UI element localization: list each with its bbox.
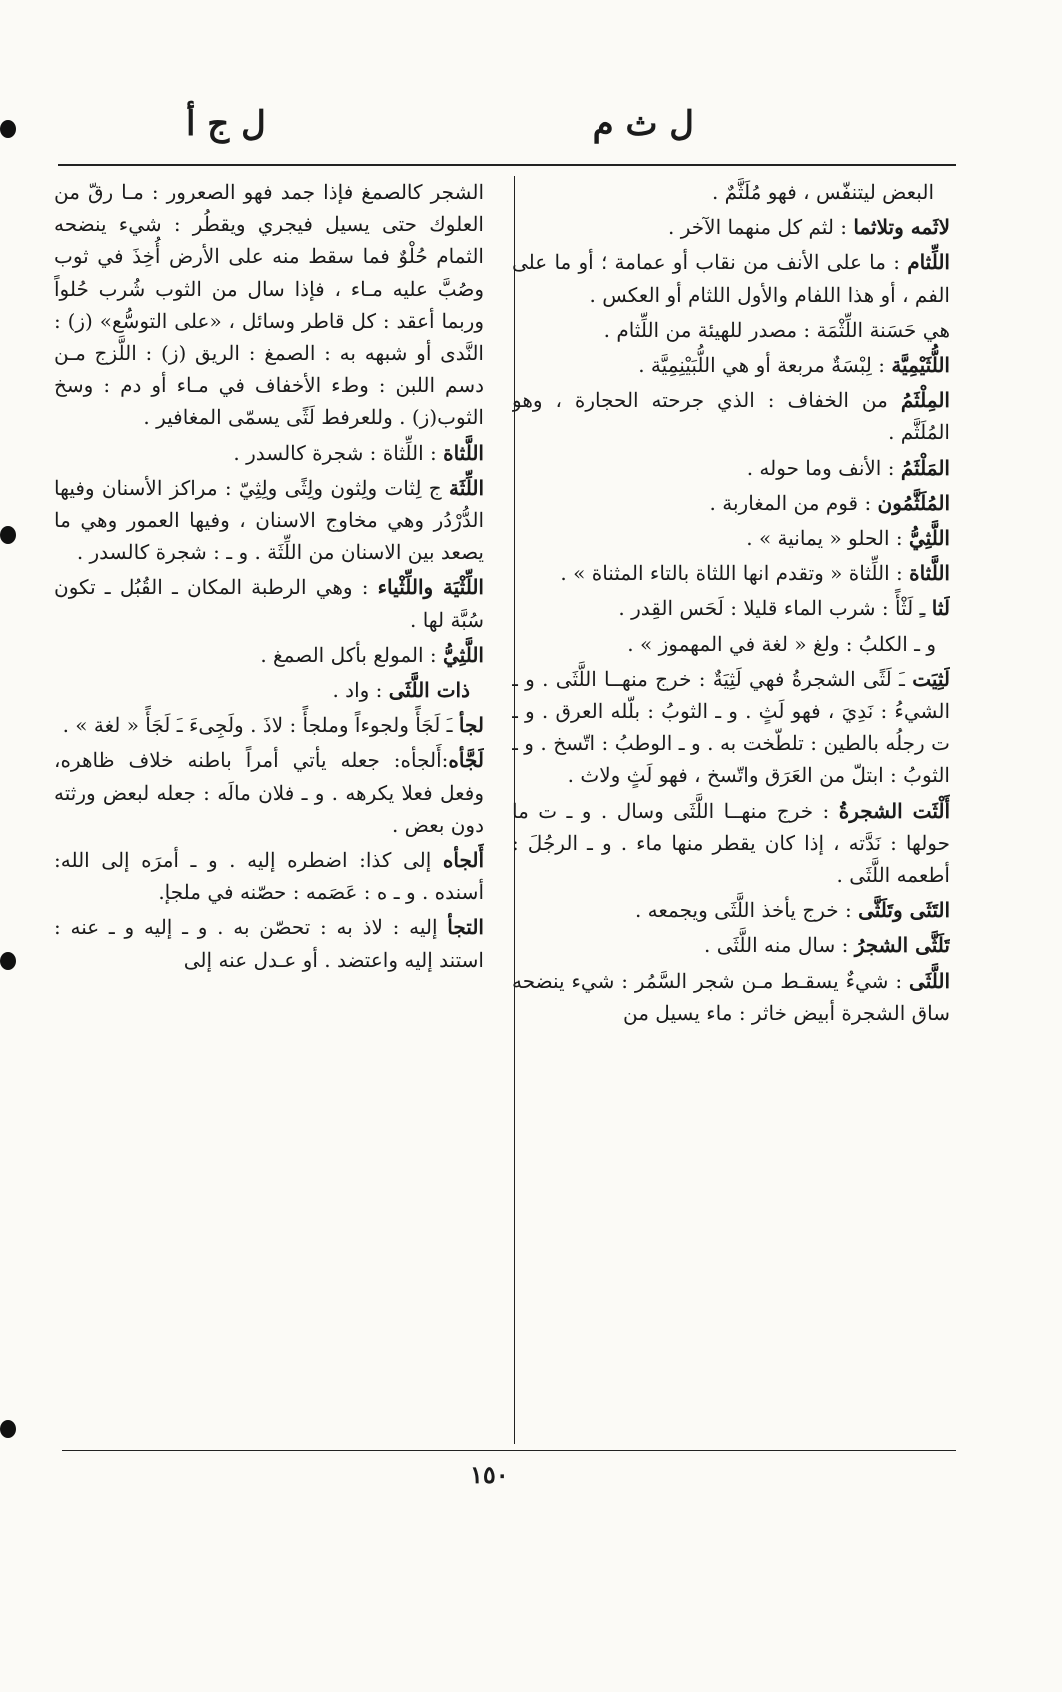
entry-text: : لِبْسَةٌ مربعة أو هي اللُّبَيْنِمِيَّة . [638,353,885,378]
entry-headword: التجأ [447,915,484,940]
dictionary-entry [54,437,484,469]
entry-headword: اللِّثام [907,250,950,275]
entry-text: إليه : لاذ به : تحصّن به . و ـ إليه و ـ عنه : استند إليه واعتضد . أو عـدل عنه إلى [54,915,484,972]
entry-text: : الأنف وما حوله . [746,455,895,480]
entry-text: : واد . [332,678,383,703]
binding-mark [0,952,16,970]
dictionary-entry [512,965,950,1029]
dictionary-entry [54,674,484,706]
dictionary-entry [512,487,950,519]
header-title-right: ل ث م [592,104,694,144]
entry-headword: اللَّثِيُّ [909,526,950,551]
binding-mark [0,526,16,544]
dictionary-entry [54,472,484,569]
entry-text: البعض ليتنفّس ، فهو مُلَثَّمٌ . [711,180,934,204]
dictionary-entry [54,639,484,671]
entry-text: : اللِّثاة : شجرة كالسدر . [233,440,437,465]
entry-text: ـِ لَثْأً : شرب الماء قليلا : لَحَس القِدر . [618,596,926,621]
entry-headword: أَلْثَت الشجرةُ [838,798,950,823]
top-rule [58,164,956,166]
dictionary-entry [54,744,484,841]
entry-headword: لجأ [458,713,484,738]
page-number: ١٥٠ [470,1460,509,1489]
header-title-left: ل ج أ [186,104,266,144]
dictionary-entry [512,246,950,310]
dictionary-entry [512,795,950,892]
entry-text: ج لِثات ولِثون ولِثًى ولِثِيّ : مراكز الأسنان وفيها الدُّرْدُر وهي مخاوج الاسنان ، وفيها العمور وهي ما يصعد بين الاسنان من اللِّثَة . و ـ : شجرة كالسدر . [54,475,484,565]
dictionary-entry [512,894,950,926]
entry-text: : الحلو « يمانية » . [746,526,903,551]
entry-headword: لَثِيَت [912,666,950,691]
dictionary-entry [512,929,950,961]
entry-text: ـَ لَثًى الشجرةُ فهي لَثِيَةٌ : خرج منهــا اللَّثَى . و ـ الشيءُ : نَدِيَ ، فهو لَثٍ . و ـ الثوبُ : بلّله العرق . و ـ ت رجلُه بالطين : تلطّخت به . و ـ الوطبُ : اتّسخ . و ـ الثوبُ : ابتلّ من العَرَق واتّسخ ، فهو لَثٍ ولاث . [512,666,950,788]
entry-text: : لثم كل منهما الآخر . [668,215,848,240]
dictionary-entry [54,911,484,975]
entry-headword: التَثَى وتَلَثَّى [858,898,950,923]
dictionary-entry [512,384,950,448]
entry-headword: اللَّثاة [909,561,950,586]
entry-headword: المِلْثَمُ [900,388,950,413]
entry-text: من الخفاف : الذي جرحته الحجارة ، وهو المُلَثَّم . [512,388,950,445]
bottom-rule [62,1450,956,1451]
entry-text: الشجر كالصمغ فإذا جمد فهو الصعرور : مـا رقّ من العلوك حتى يسيل فيجري ويقطُر : شيء ينضحه الثمام حُلْوٌ فما سقط منه على الأرض أُخِذَ في ثوب وصُبَّ عليه مـاء ، فإذا سال من الثوب شُرب حُلواً وربما أعقد : كل قاطر وسائل ، «على التوسُّع» (ز) : النَّدى أو شبهه به : الصمغ : الريق (ز) : اللَّزج مـن دسم اللبن : وطء الأخفاف في مـاء أو دم : وسخ الثوب(ز) . وللعرفط لَثًى يسمّى المغافير . [54,180,484,430]
dictionary-entry [512,452,950,484]
entry-headword: اللِّثْيَة واللِّثْياء [377,575,484,600]
entry-text: ـَ لَجَأً ولجوءاً وملجأً : لاذَ . ولَجِىءَ ـَ لَجَأً « لغة » . [62,713,453,738]
entry-headword: لَجَّأه [448,748,484,773]
left-column [54,176,484,1444]
dictionary-entry [512,314,950,346]
entry-text: هي حَسَنة اللِّثْمَة : مصدر للهيئة من اللِّثام . [603,317,950,342]
entry-text: : المولع بأكل الصمغ . [260,642,437,667]
entry-headword: لَثا [931,596,950,621]
binding-mark [0,1420,16,1438]
entry-text: : اللِّثاة « وتقدم انها اللثاة بالتاء المثناة » . [560,561,903,586]
entry-headword: اللَّثِيُّ [443,642,484,667]
dictionary-entry [54,571,484,635]
entry-headword: أَلجأه [442,848,484,873]
dictionary-entry [512,176,950,208]
dictionary-entry [512,522,950,554]
entry-headword: لاثَمه وتلاثما [853,215,950,240]
entry-headword: تَلَثَّى الشجرُ [854,933,950,958]
entry-text: : ما على الأنف من نقاب أو عمامة ؛ أو ما على الفم ، أو هذا اللفام والأول اللثام أو العكس . [512,250,950,307]
dictionary-entry [512,349,950,381]
dictionary-entry [54,176,484,434]
entry-headword: المَلْثَمُ [900,455,950,480]
entry-headword: اللِّثَة [448,475,484,500]
entry-text: و ـ الكلبُ : ولغ « لغة في المهموز » . [627,631,936,656]
entry-text: : سال منه اللَّثَى . [703,933,849,958]
entry-text: : شيءٌ يسقـط مـن شجر السَّمُر : شيء ينضحه ساق الشجرة أبيض خاثر : ماء يسيل من [512,968,950,1025]
entry-headword: اللَّثَى [909,968,950,993]
right-column [512,176,950,1444]
entry-text: : وهي الرطبة المكان ـ القُبُل ـ تكون سُبَّة لها . [54,575,484,632]
dictionary-entry [512,211,950,243]
entry-headword: اللُّثَيْمِيَّة [891,353,950,378]
entry-text: :أَلجأه: جعله يأتي أمراً باطنه خلاف ظاهره، وفعل فعلا يكرهه . و ـ فلان مالَه : جعله لبعض ورثته دون بعض . [54,748,484,837]
entry-headword: اللَّثاة [443,440,484,465]
binding-mark [0,120,16,138]
dictionary-entry [54,844,484,908]
entry-text: : خرج يأخذ اللَّثَى ويجمعه . [634,898,852,923]
entry-headword: المُلَثَّمُون [877,490,950,515]
dictionary-entry [512,663,950,792]
entry-text: : خرج منهــا اللَّثَى وسال . و ـ ت ما حولها : نَدَّته ، إذا كان يقطر منها ماء . و ـ الرجُلَ : أطعمه اللَّثَى . [512,798,950,888]
entry-text: : قوم من المغاربة . [709,490,872,515]
dictionary-entry [512,628,950,660]
dictionary-entry [54,709,484,741]
dictionary-entry [512,557,950,589]
entry-headword: ذات اللَّثَى [388,678,470,703]
entry-text: إلى كذا: اضطره إليه . و ـ أمرَه إلى الله: أسنده . و ـ ه : عَصَمه : حصّنه في ملجإ. [54,848,484,905]
dictionary-entry [512,592,950,624]
